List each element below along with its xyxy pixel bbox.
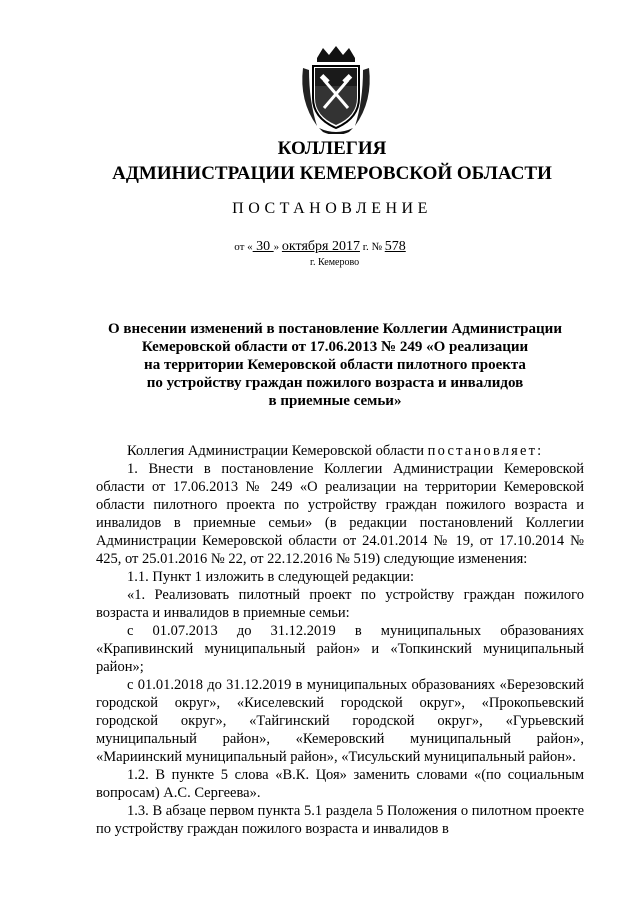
date-month-year: октября 2017 (281, 239, 360, 254)
document-title (95, 320, 575, 410)
title-line: в приемные семьи» (268, 393, 402, 409)
paragraph-period-2: с 01.01.2018 до 31.12.2019 в муниципальных образованиях «Березовский городской округ», «Киселевский городской округ», «Прокопьевский городской округ», «Тайгинский городской округ», «Гурьевский муниципальный район», «Кемеровский муниципальный район», «Мариинский муниципальный район», «Тисульский муниципальный район». (96, 677, 584, 765)
title-line: по устройству граждан пожилого возраста и инвалидов (146, 375, 524, 391)
title-line: О внесении изменений в постановление Коллегии Администрации (108, 321, 562, 337)
paragraph-item-1-2: 1.2. В пункте 5 слова «В.К. Цоя» заменить словами «(по социальным вопросам) А.С. Сергеева». (96, 767, 584, 801)
date-from-label: от « (234, 241, 253, 253)
paragraph-item-1: 1. Внести в постановление Коллегии Администрации Кемеровской области от 17.06.2013 № 249 «О реализации на территории Кемеровской области пилотного проекта по устройству граждан пожилого возраста и инвалидов в приемные семьи» (в редакции постановлений Коллегии Администрации Кемеровской области от 24.01.2014 № 19, от 17.10.2014 № 425, от 25.01.2016 № 22, от 22.12.2016 № 519) следующие изменения: (96, 461, 584, 567)
city-name: г. Кемерово (310, 257, 360, 268)
org-name-line2: АДМИНИСТРАЦИИ КЕМЕРОВСКОЙ ОБЛАСТИ (112, 163, 552, 184)
date-number-line (0, 238, 640, 255)
document-number: 578 (384, 239, 406, 254)
date-year-suffix: г. (359, 241, 372, 253)
title-line: Кемеровской области от 17.06.2013 № 249 «О реализации (141, 339, 529, 355)
paragraph-item-1-3: 1.3. В абзаце первом пункта 5.1 раздела 5 Положения о пилотном проекте по устройству граждан пожилого возраста и инвалидов в (96, 803, 584, 837)
paragraph-period-1: с 01.07.2013 до 31.12.2019 в муниципальных образованиях «Крапивинский муниципальный район» и «Топкинский муниципальный район»; (96, 623, 584, 675)
preamble-keyword: постановляет: (427, 443, 544, 459)
document-body (96, 442, 584, 838)
coat-of-arms-emblem (297, 46, 375, 134)
paragraph-preamble (96, 442, 584, 460)
number-label: № (371, 241, 385, 253)
title-line: на территории Кемеровской области пилотного проекта (144, 357, 526, 373)
date-day: 30 (252, 239, 274, 254)
date-separator: » (273, 241, 282, 253)
paragraph-quote-start: «1. Реализовать пилотный проект по устройству граждан пожилого возраста и инвалидов в приемные семьи: (96, 587, 584, 621)
org-name-line1: КОЛЛЕГИЯ (277, 138, 387, 159)
paragraph-item-1-1: 1.1. Пункт 1 изложить в следующей редакции: (127, 569, 415, 585)
preamble-text: Коллегия Администрации Кемеровской области (127, 443, 428, 459)
document-type: ПОСТАНОВЛЕНИЕ (232, 200, 432, 217)
